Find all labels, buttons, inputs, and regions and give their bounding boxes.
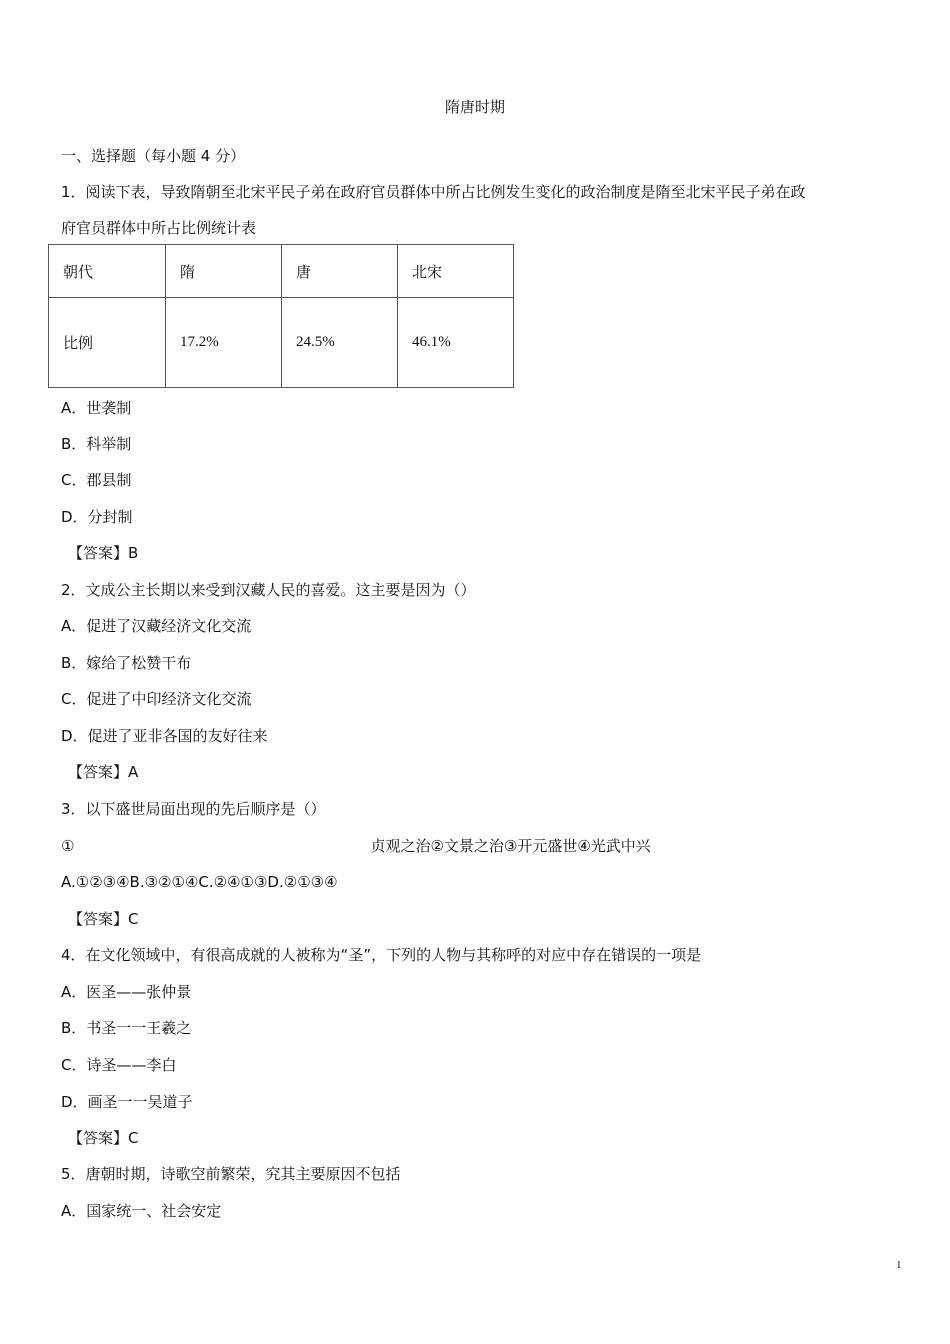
question-3-items-rest: 贞观之治②文景之治③开元盛世④光武中兴 — [370, 837, 651, 855]
question-1-stem-line2: 府官员群体中所占比例统计表 — [61, 219, 257, 237]
page-number: 1 — [896, 1259, 902, 1271]
question-3-items-marker: ① — [61, 837, 75, 855]
question-4-option-a: A．医圣——张仲景 — [61, 983, 192, 1001]
question-4-option-d: D．画圣一一吴道子 — [61, 1093, 193, 1111]
question-2-option-d: D．促进了亚非各国的友好往来 — [61, 727, 268, 745]
question-4-option-c: C．诗圣——李白 — [61, 1056, 177, 1074]
question-2-stem: 2．文成公主长期以来受到汉藏人民的喜爱。这主要是因为（） — [61, 581, 476, 599]
table-header-cell: 唐 — [282, 245, 398, 298]
section-heading: 一、选择题（每小题 4 分） — [61, 147, 246, 165]
question-1-answer: 【答案】B — [68, 544, 139, 562]
table-header-cell: 隋 — [166, 245, 282, 298]
question-1-option-b: B．科举制 — [61, 435, 132, 453]
question-3-options: A.①②③④B.③②①④C.②④①③D.②①③④ — [61, 873, 338, 891]
question-1-option-d: D．分封制 — [61, 508, 133, 526]
question-1-option-a: A．世袭制 — [61, 399, 132, 417]
question-3-answer: 【答案】C — [68, 910, 139, 928]
table-header-row — [49, 245, 514, 298]
question-5-stem: 5．唐朝时期，诗歌空前繁荣，究其主要原因不包括 — [61, 1165, 401, 1183]
question-5-option-a: A．国家统一、社会安定 — [61, 1202, 222, 1220]
table-cell: 17.2% — [166, 298, 282, 388]
question-1-stem-line1: 1．阅读下表，导致隋朝至北宋平民子弟在政府官员群体中所占比例发生变化的政治制度是隋至北宋平民子弟在政 — [61, 183, 806, 201]
question-4-option-b: B．书圣一一王羲之 — [61, 1019, 192, 1037]
table-cell: 24.5% — [282, 298, 398, 388]
question-2-option-a: A．促进了汉藏经济文化交流 — [61, 617, 252, 635]
ratio-table — [48, 244, 514, 388]
document-title: 隋唐时期 — [444, 98, 505, 116]
table-cell: 比例 — [49, 298, 166, 388]
table-cell: 46.1% — [398, 298, 514, 388]
question-4-stem: 4．在文化领域中，有很高成就的人被称为“圣”，下列的人物与其称呼的对应中存在错误的一项是 — [61, 946, 702, 964]
table-row — [49, 298, 514, 388]
question-3-items — [61, 836, 651, 856]
question-4-answer: 【答案】C — [68, 1129, 139, 1147]
question-3-stem: 3．以下盛世局面出现的先后顺序是（） — [61, 800, 326, 818]
table-header-cell: 朝代 — [49, 245, 166, 298]
question-2-answer: 【答案】A — [68, 763, 139, 781]
question-2-option-b: B．嫁给了松赞干布 — [61, 654, 192, 672]
question-1-option-c: C．郡县制 — [61, 471, 132, 489]
question-2-option-c: C．促进了中印经济文化交流 — [61, 690, 252, 708]
table-header-cell: 北宋 — [398, 245, 514, 298]
